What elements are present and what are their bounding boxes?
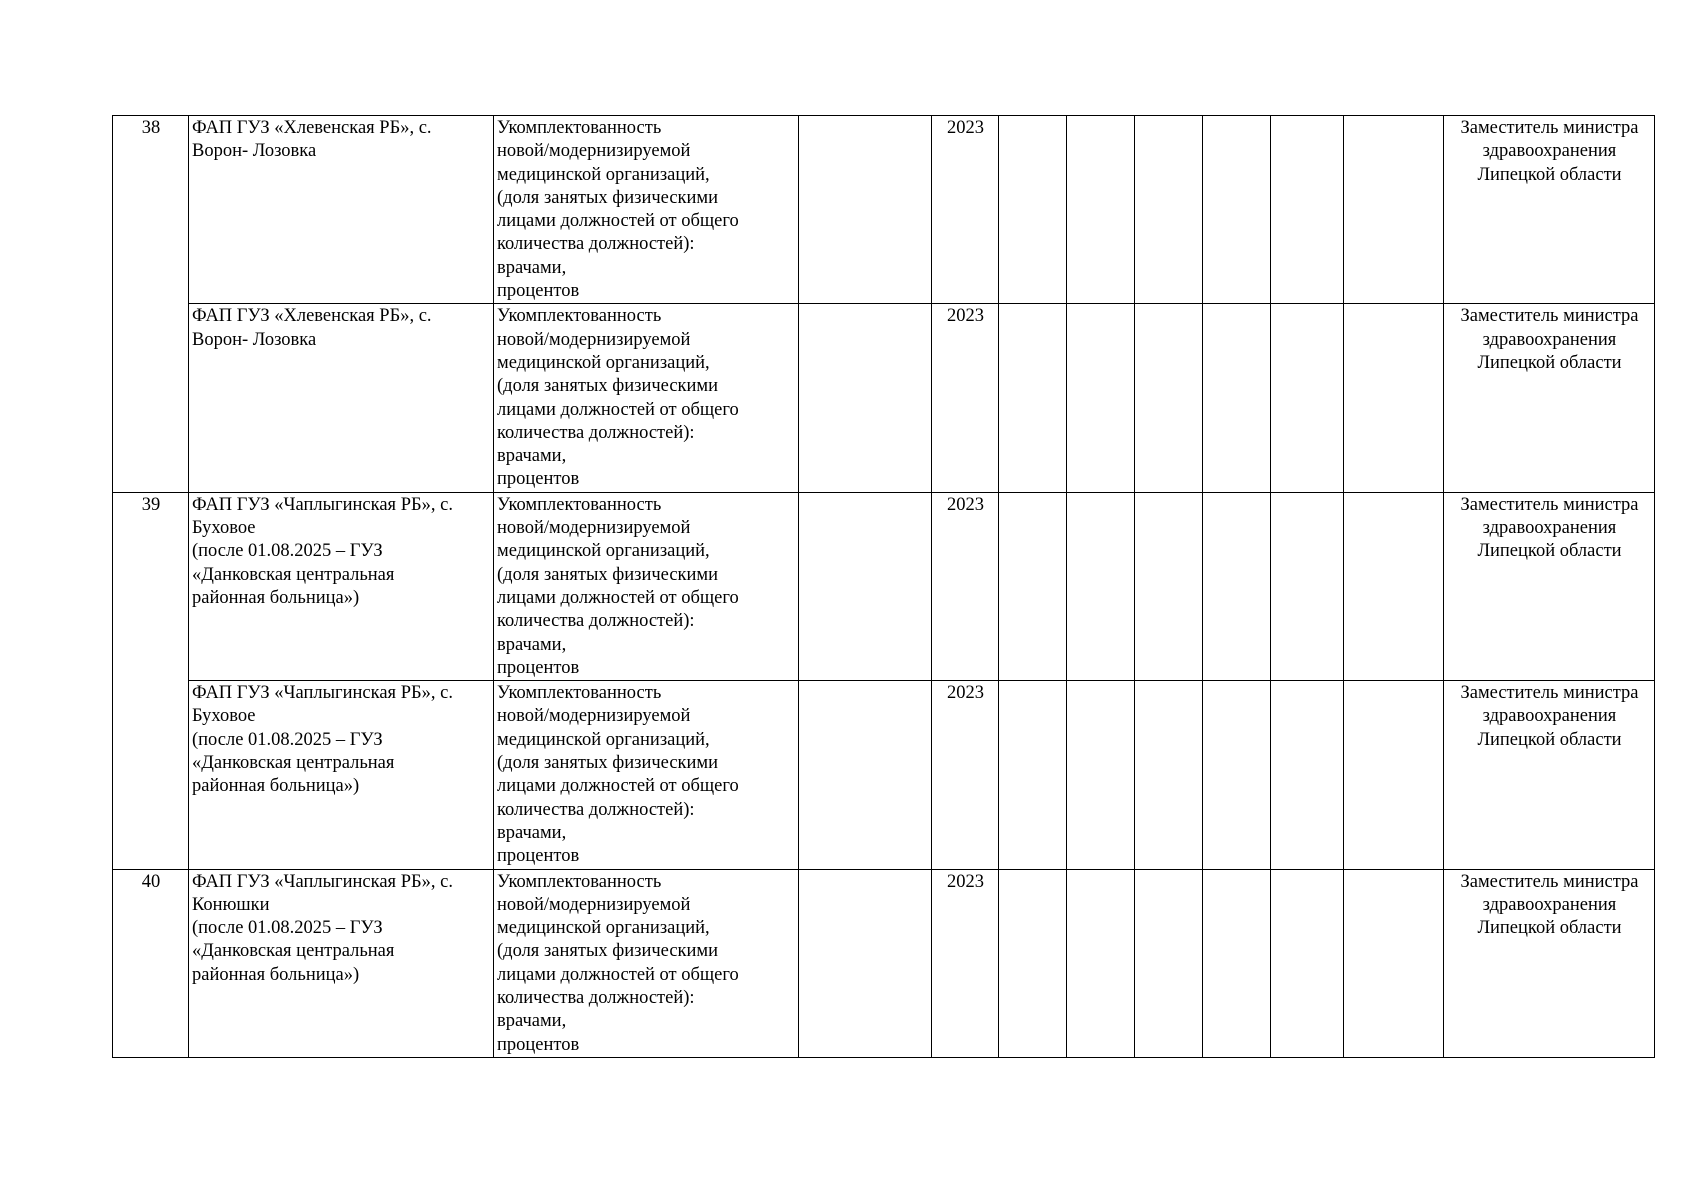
year-cell: 2023 bbox=[932, 116, 999, 304]
text-line: количества должностей): bbox=[497, 234, 695, 255]
text-line: Буховое bbox=[192, 518, 256, 539]
text-line: врачами, bbox=[497, 446, 567, 467]
row-number: 40 bbox=[113, 869, 189, 1057]
indicator-cell bbox=[494, 869, 799, 1057]
organization-cell bbox=[189, 304, 494, 492]
text-line: процентов bbox=[497, 657, 580, 678]
empty-cell bbox=[1344, 492, 1444, 680]
table-row bbox=[113, 116, 1655, 304]
text-line: медицинской организаций, bbox=[497, 729, 710, 750]
empty-cell bbox=[799, 492, 932, 680]
text-line: «Данковская центральная bbox=[192, 753, 395, 774]
text-line: (доля занятых физическими bbox=[497, 564, 719, 585]
empty-cell bbox=[1203, 304, 1271, 492]
row-number: 38 bbox=[113, 116, 189, 493]
empty-cell bbox=[1271, 304, 1344, 492]
text-line: медицинской организаций, bbox=[497, 164, 710, 185]
text-line: врачами, bbox=[497, 257, 567, 278]
row-number: 39 bbox=[113, 492, 189, 869]
year-cell: 2023 bbox=[932, 681, 999, 869]
text-line: лицами должностей от общего bbox=[497, 587, 739, 608]
text-line: лицами должностей от общего bbox=[497, 776, 739, 797]
text-line: Заместитель министра bbox=[1460, 118, 1639, 138]
empty-cell bbox=[1203, 681, 1271, 869]
text-line: ФАП ГУЗ «Чаплыгинская РБ», с. bbox=[192, 871, 453, 892]
text-line: лицами должностей от общего bbox=[497, 964, 739, 985]
text-line: медицинской организаций, bbox=[497, 918, 710, 939]
text-line: новой/модернизируемой bbox=[497, 141, 691, 162]
empty-cell bbox=[999, 304, 1067, 492]
text-line: Ворон- Лозовка bbox=[192, 329, 317, 350]
text-line: количества должностей): bbox=[497, 422, 695, 443]
text-line: (после 01.08.2025 – ГУЗ bbox=[192, 729, 383, 750]
responsible-cell bbox=[1444, 869, 1655, 1057]
year-cell: 2023 bbox=[932, 492, 999, 680]
text-line: здравоохранения bbox=[1482, 894, 1617, 915]
text-line: районная больница») bbox=[192, 587, 360, 608]
empty-cell bbox=[1067, 492, 1135, 680]
empty-cell bbox=[999, 116, 1067, 304]
empty-cell bbox=[1344, 869, 1444, 1057]
text-line: Укомплектованность bbox=[497, 118, 662, 138]
empty-cell bbox=[999, 681, 1067, 869]
text-line: Заместитель министра bbox=[1460, 871, 1639, 892]
organization-cell bbox=[189, 116, 494, 304]
responsible-cell bbox=[1444, 681, 1655, 869]
text-line: районная больница») bbox=[192, 964, 360, 985]
text-line: медицинской организаций, bbox=[497, 541, 710, 562]
responsible-cell bbox=[1444, 492, 1655, 680]
text-line: Липецкой области bbox=[1477, 541, 1622, 562]
empty-cell bbox=[1271, 869, 1344, 1057]
year-cell: 2023 bbox=[932, 869, 999, 1057]
empty-cell bbox=[1135, 304, 1203, 492]
empty-cell bbox=[1203, 492, 1271, 680]
text-line: здравоохранения bbox=[1482, 141, 1617, 162]
empty-cell bbox=[1344, 116, 1444, 304]
organization-cell bbox=[189, 492, 494, 680]
text-line: (доля занятых физическими bbox=[497, 941, 719, 962]
text-line: Укомплектованность bbox=[497, 494, 662, 515]
text-line: процентов bbox=[497, 846, 580, 867]
text-line: новой/модернизируемой bbox=[497, 894, 691, 915]
text-line: Буховое bbox=[192, 706, 256, 727]
empty-cell bbox=[1135, 681, 1203, 869]
text-line: «Данковская центральная bbox=[192, 564, 395, 585]
text-line: количества должностей): bbox=[497, 611, 695, 632]
empty-cell bbox=[1271, 681, 1344, 869]
empty-cell bbox=[999, 869, 1067, 1057]
text-line: лицами должностей от общего bbox=[497, 211, 739, 232]
indicator-cell bbox=[494, 304, 799, 492]
organization-cell bbox=[189, 869, 494, 1057]
text-line: Заместитель министра bbox=[1460, 306, 1639, 327]
empty-cell bbox=[799, 869, 932, 1057]
empty-cell bbox=[799, 304, 932, 492]
empty-cell bbox=[1203, 116, 1271, 304]
text-line: (доля занятых физическими bbox=[497, 376, 719, 397]
empty-cell bbox=[1203, 869, 1271, 1057]
text-line: медицинской организаций, bbox=[497, 352, 710, 373]
indicator-cell bbox=[494, 116, 799, 304]
empty-cell bbox=[999, 492, 1067, 680]
year-cell: 2023 bbox=[932, 304, 999, 492]
table-row bbox=[113, 869, 1655, 1057]
text-line: Липецкой области bbox=[1477, 729, 1622, 750]
text-line: Липецкой области bbox=[1477, 352, 1622, 373]
text-line: Заместитель министра bbox=[1460, 683, 1639, 704]
text-line: (после 01.08.2025 – ГУЗ bbox=[192, 918, 383, 939]
text-line: процентов bbox=[497, 281, 580, 302]
text-line: ФАП ГУЗ «Хлевенская РБ», с. bbox=[192, 306, 432, 327]
text-line: Ворон- Лозовка bbox=[192, 141, 317, 162]
empty-cell bbox=[1067, 681, 1135, 869]
text-line: процентов bbox=[497, 469, 580, 490]
text-line: лицами должностей от общего bbox=[497, 399, 739, 420]
empty-cell bbox=[799, 681, 932, 869]
empty-cell bbox=[1067, 304, 1135, 492]
responsible-cell bbox=[1444, 116, 1655, 304]
indicators-table bbox=[112, 115, 1655, 1058]
text-line: здравоохранения bbox=[1482, 329, 1617, 350]
responsible-cell bbox=[1444, 304, 1655, 492]
text-line: количества должностей): bbox=[497, 987, 695, 1008]
text-line: Липецкой области bbox=[1477, 918, 1622, 939]
text-line: процентов bbox=[497, 1034, 580, 1055]
text-line: Липецкой области bbox=[1477, 164, 1622, 185]
text-line: врачами, bbox=[497, 1011, 567, 1032]
text-line: «Данковская центральная bbox=[192, 941, 395, 962]
text-line: ФАП ГУЗ «Хлевенская РБ», с. bbox=[192, 118, 432, 138]
empty-cell bbox=[1271, 492, 1344, 680]
text-line: здравоохранения bbox=[1482, 518, 1617, 539]
text-line: новой/модернизируемой bbox=[497, 518, 691, 539]
empty-cell bbox=[1135, 116, 1203, 304]
empty-cell bbox=[1344, 304, 1444, 492]
empty-cell bbox=[1135, 492, 1203, 680]
empty-cell bbox=[799, 116, 932, 304]
text-line: (доля занятых физическими bbox=[497, 187, 719, 208]
text-line: новой/модернизируемой bbox=[497, 706, 691, 727]
empty-cell bbox=[1067, 869, 1135, 1057]
organization-cell bbox=[189, 681, 494, 869]
table-row bbox=[113, 304, 1655, 492]
text-line: Укомплектованность bbox=[497, 306, 662, 327]
text-line: врачами, bbox=[497, 822, 567, 843]
text-line: ФАП ГУЗ «Чаплыгинская РБ», с. bbox=[192, 494, 453, 515]
text-line: врачами, bbox=[497, 634, 567, 655]
text-line: новой/модернизируемой bbox=[497, 329, 691, 350]
indicator-cell bbox=[494, 681, 799, 869]
text-line: (доля занятых физическими bbox=[497, 753, 719, 774]
text-line: Заместитель министра bbox=[1460, 494, 1639, 515]
text-line: районная больница») bbox=[192, 776, 360, 797]
text-line: ФАП ГУЗ «Чаплыгинская РБ», с. bbox=[192, 683, 453, 704]
empty-cell bbox=[1271, 116, 1344, 304]
text-line: Укомплектованность bbox=[497, 871, 662, 892]
text-line: Конюшки bbox=[192, 894, 270, 915]
indicator-cell bbox=[494, 492, 799, 680]
text-line: здравоохранения bbox=[1482, 706, 1617, 727]
text-line: (после 01.08.2025 – ГУЗ bbox=[192, 541, 383, 562]
empty-cell bbox=[1067, 116, 1135, 304]
text-line: Укомплектованность bbox=[497, 683, 662, 704]
empty-cell bbox=[1135, 869, 1203, 1057]
table-row bbox=[113, 492, 1655, 680]
text-line: количества должностей): bbox=[497, 799, 695, 820]
table-row bbox=[113, 681, 1655, 869]
empty-cell bbox=[1344, 681, 1444, 869]
